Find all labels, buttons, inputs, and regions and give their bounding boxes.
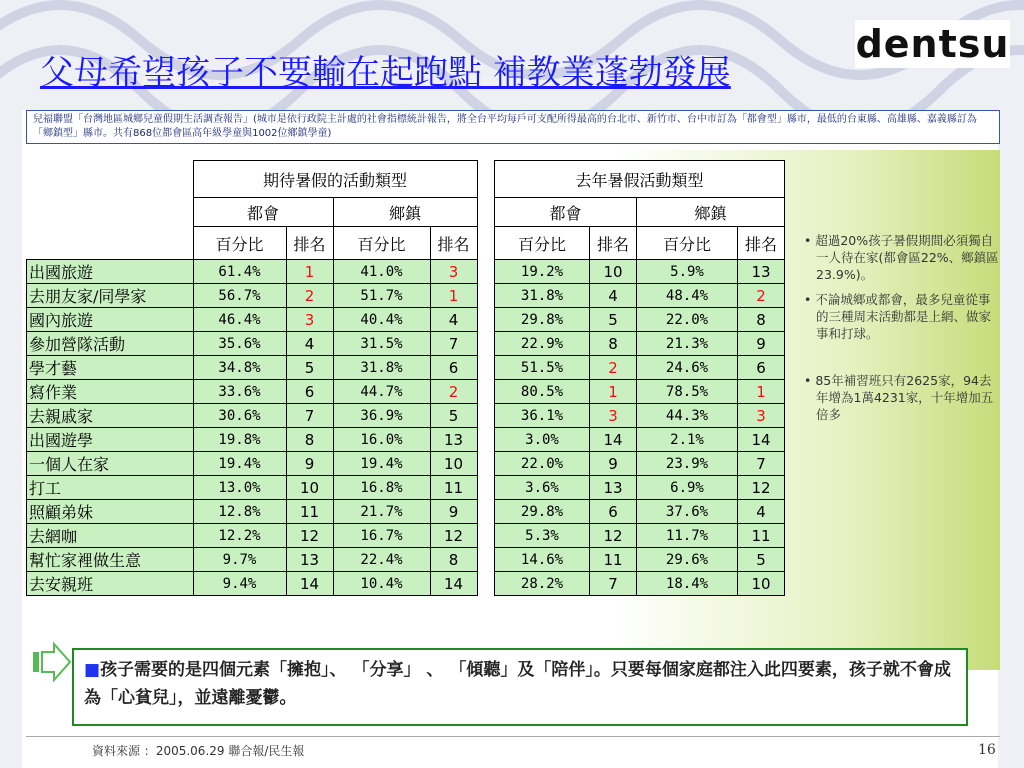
table-row <box>27 548 478 572</box>
rank-cell: 3 <box>590 404 637 428</box>
rank-cell: 9 <box>430 500 477 524</box>
table-row <box>495 500 785 524</box>
percent-cell: 19.4% <box>193 452 286 476</box>
percent-cell: 12.8% <box>193 500 286 524</box>
right-margin-decoration <box>998 110 1024 768</box>
bullet-item: • 85年補習班只有2625家，94去年增為1萬4231家，十年增加五倍多 <box>804 373 994 422</box>
activity-name: 國內旅遊 <box>27 308 194 332</box>
rank-cell: 14 <box>286 572 333 596</box>
percent-cell: 19.4% <box>333 452 430 476</box>
blank-cell <box>27 198 194 227</box>
percent-cell: 16.8% <box>333 476 430 500</box>
bullet-item: • 超過20%孩子暑假期間必須獨自一人待在家(都會區22%、鄉鎮區23.9%)。 <box>804 233 999 282</box>
percent-cell: 46.4% <box>193 308 286 332</box>
percent-cell: 28.2% <box>495 572 590 596</box>
percent-cell: 21.3% <box>637 332 738 356</box>
dentsu-logo: dentsu <box>855 22 1010 66</box>
percent-cell: 9.4% <box>193 572 286 596</box>
percent-cell: 80.5% <box>495 380 590 404</box>
last-summer-table <box>494 160 785 596</box>
percent-cell: 2.1% <box>637 428 738 452</box>
rank-cell: 5 <box>590 308 637 332</box>
table-row <box>495 308 785 332</box>
percent-cell: 6.9% <box>637 476 738 500</box>
rank-cell: 11 <box>286 500 333 524</box>
table-row <box>27 308 478 332</box>
percent-cell: 19.8% <box>193 428 286 452</box>
rank-cell: 11 <box>590 548 637 572</box>
percent-cell: 44.3% <box>637 404 738 428</box>
percent-cell: 16.0% <box>333 428 430 452</box>
percent-cell: 31.8% <box>495 284 590 308</box>
footer-divider <box>26 736 1000 737</box>
percent-cell: 40.4% <box>333 308 430 332</box>
rank-cell: 3 <box>738 404 785 428</box>
rank-cell: 13 <box>430 428 477 452</box>
group-last-summer-header: 去年暑假活動類型 <box>495 161 785 198</box>
activity-name: 參加營隊活動 <box>27 332 194 356</box>
rank-cell: 13 <box>738 260 785 284</box>
rank-header: 排名 <box>286 227 333 260</box>
rank-cell: 8 <box>430 548 477 572</box>
rank-cell: 11 <box>738 524 785 548</box>
source-text: 資料來源 ：2005.06.29 聯合報/民生報 <box>92 744 305 758</box>
rank-cell: 3 <box>430 260 477 284</box>
rank-cell: 6 <box>286 380 333 404</box>
activity-name: 去親戚家 <box>27 404 194 428</box>
percent-cell: 21.7% <box>333 500 430 524</box>
activity-name: 幫忙家裡做生意 <box>27 548 194 572</box>
percent-cell: 51.7% <box>333 284 430 308</box>
rank-cell: 14 <box>590 428 637 452</box>
rank-cell: 2 <box>738 284 785 308</box>
table-row <box>495 380 785 404</box>
conclusion-text: 孩子需要的是四個元素「擁抱」、 「分享」 、 「傾聽」及「陪伴」。只要每個家庭都注入此四要素，孩子就不會成為「心貧兒」，並遠離憂鬱。 <box>84 660 951 708</box>
table-row <box>27 284 478 308</box>
rank-cell: 1 <box>590 380 637 404</box>
rank-cell: 7 <box>430 332 477 356</box>
table-row <box>495 476 785 500</box>
percent-cell: 30.6% <box>193 404 286 428</box>
pct-header: 百分比 <box>637 227 738 260</box>
percent-cell: 16.7% <box>333 524 430 548</box>
table-row <box>495 356 785 380</box>
percent-cell: 18.4% <box>637 572 738 596</box>
percent-cell: 31.5% <box>333 332 430 356</box>
survey-note: 兒福聯盟「台灣地區城鄉兒童假期生活調查報告」(城市是依行政院主計處的社會指標統計報告，將全台平均每戶可支配所得最高的台北市、新竹市、台中市訂為「都會型」縣市，最低的台東縣、高雄縣、嘉義縣訂為「鄉鎮型」縣市。共有868位都會區高年級學童與1002位鄉鎮學童) <box>26 110 1000 144</box>
percent-cell: 22.0% <box>495 452 590 476</box>
rank-header: 排名 <box>738 227 785 260</box>
table-row <box>27 356 478 380</box>
table-row <box>495 332 785 356</box>
percent-cell: 29.6% <box>637 548 738 572</box>
rank-cell: 2 <box>430 380 477 404</box>
slide-title: 父母希望孩子不要輸在起跑點 補教業蓬勃發展 <box>40 53 731 93</box>
activity-name: 學才藝 <box>27 356 194 380</box>
table-row <box>27 452 478 476</box>
percent-cell: 29.8% <box>495 308 590 332</box>
percent-cell: 22.9% <box>495 332 590 356</box>
rank-cell: 13 <box>590 476 637 500</box>
percent-cell: 19.2% <box>495 260 590 284</box>
rank-cell: 5 <box>286 356 333 380</box>
bullet-list <box>804 232 1000 431</box>
percent-cell: 5.3% <box>495 524 590 548</box>
table-row <box>27 404 478 428</box>
table-row <box>495 548 785 572</box>
bullet-item: • 不論城鄉或都會，最多兒童從事的三種周末活動都是上網、做家事和打球。 <box>804 292 992 341</box>
rank-cell: 4 <box>590 284 637 308</box>
percent-cell: 9.7% <box>193 548 286 572</box>
rank-cell: 1 <box>738 380 785 404</box>
percent-cell: 12.2% <box>193 524 286 548</box>
rank-cell: 12 <box>430 524 477 548</box>
percent-cell: 29.8% <box>495 500 590 524</box>
percent-cell: 13.0% <box>193 476 286 500</box>
percent-cell: 24.6% <box>637 356 738 380</box>
rank-cell: 7 <box>738 452 785 476</box>
rural-header-left: 鄉鎮 <box>333 198 477 227</box>
table-row <box>495 260 785 284</box>
table-row <box>495 428 785 452</box>
rank-cell: 13 <box>286 548 333 572</box>
percent-cell: 56.7% <box>193 284 286 308</box>
rank-cell: 9 <box>590 452 637 476</box>
rank-cell: 4 <box>286 332 333 356</box>
percent-cell: 10.4% <box>333 572 430 596</box>
percent-cell: 51.5% <box>495 356 590 380</box>
percent-cell: 36.9% <box>333 404 430 428</box>
urban-header-right: 都會 <box>495 198 637 227</box>
table-row <box>27 428 478 452</box>
expected-activities-table <box>26 160 478 596</box>
table-row <box>27 260 478 284</box>
rank-cell: 9 <box>738 332 785 356</box>
rank-cell: 4 <box>738 500 785 524</box>
rank-cell: 6 <box>738 356 785 380</box>
rank-cell: 14 <box>430 572 477 596</box>
percent-cell: 61.4% <box>193 260 286 284</box>
rank-cell: 2 <box>286 284 333 308</box>
rank-cell: 2 <box>590 356 637 380</box>
percent-cell: 36.1% <box>495 404 590 428</box>
rank-cell: 4 <box>430 308 477 332</box>
table-row <box>27 380 478 404</box>
rank-cell: 11 <box>430 476 477 500</box>
table-row <box>495 524 785 548</box>
rank-cell: 5 <box>738 548 785 572</box>
percent-cell: 33.6% <box>193 380 286 404</box>
left-margin-decoration <box>0 110 22 768</box>
rank-cell: 8 <box>590 332 637 356</box>
rank-cell: 6 <box>590 500 637 524</box>
percent-cell: 22.0% <box>637 308 738 332</box>
table-row <box>27 572 478 596</box>
rank-header: 排名 <box>430 227 477 260</box>
percent-cell: 3.0% <box>495 428 590 452</box>
percent-cell: 31.8% <box>333 356 430 380</box>
activity-name: 照顧弟妹 <box>27 500 194 524</box>
rank-cell: 1 <box>430 284 477 308</box>
rank-cell: 10 <box>590 260 637 284</box>
arrow-right-icon <box>32 640 72 684</box>
rank-cell: 7 <box>590 572 637 596</box>
percent-cell: 78.5% <box>637 380 738 404</box>
table-row <box>495 452 785 476</box>
rank-cell: 10 <box>738 572 785 596</box>
percent-cell: 41.0% <box>333 260 430 284</box>
percent-cell: 37.6% <box>637 500 738 524</box>
activity-name: 一個人在家 <box>27 452 194 476</box>
percent-cell: 34.8% <box>193 356 286 380</box>
rank-cell: 9 <box>286 452 333 476</box>
urban-header-left: 都會 <box>193 198 333 227</box>
activity-name: 出國旅遊 <box>27 260 194 284</box>
table-row <box>27 500 478 524</box>
pct-header: 百分比 <box>193 227 286 260</box>
activity-name: 寫作業 <box>27 380 194 404</box>
rank-cell: 7 <box>286 404 333 428</box>
rank-cell: 10 <box>430 452 477 476</box>
pct-header: 百分比 <box>333 227 430 260</box>
rank-header: 排名 <box>590 227 637 260</box>
percent-cell: 44.7% <box>333 380 430 404</box>
table-row <box>27 476 478 500</box>
rank-cell: 8 <box>286 428 333 452</box>
blank-cell <box>27 161 194 198</box>
table-row <box>495 572 785 596</box>
table-row <box>495 284 785 308</box>
activity-name: 去網咖 <box>27 524 194 548</box>
percent-cell: 14.6% <box>495 548 590 572</box>
pct-header: 百分比 <box>495 227 590 260</box>
activity-name: 去朋友家/同學家 <box>27 284 194 308</box>
rank-cell: 1 <box>286 260 333 284</box>
rank-cell: 12 <box>286 524 333 548</box>
table-row <box>27 332 478 356</box>
conclusion-box <box>72 648 968 726</box>
rank-cell: 5 <box>430 404 477 428</box>
percent-cell: 11.7% <box>637 524 738 548</box>
percent-cell: 3.6% <box>495 476 590 500</box>
table-row <box>495 404 785 428</box>
rank-cell: 12 <box>738 476 785 500</box>
rank-cell: 6 <box>430 356 477 380</box>
activity-name: 去安親班 <box>27 572 194 596</box>
activity-name: 出國遊學 <box>27 428 194 452</box>
percent-cell: 23.9% <box>637 452 738 476</box>
blank-cell <box>27 227 194 260</box>
percent-cell: 5.9% <box>637 260 738 284</box>
rank-cell: 8 <box>738 308 785 332</box>
rank-cell: 10 <box>286 476 333 500</box>
rank-cell: 12 <box>590 524 637 548</box>
activity-name: 打工 <box>27 476 194 500</box>
page-number: 16 <box>978 742 996 758</box>
rank-cell: 14 <box>738 428 785 452</box>
rural-header-right: 鄉鎮 <box>637 198 785 227</box>
percent-cell: 48.4% <box>637 284 738 308</box>
square-bullet-icon: ■ <box>84 660 101 680</box>
group-expected-header: 期待暑假的活動類型 <box>193 161 477 198</box>
percent-cell: 35.6% <box>193 332 286 356</box>
percent-cell: 22.4% <box>333 548 430 572</box>
rank-cell: 3 <box>286 308 333 332</box>
table-row <box>27 524 478 548</box>
